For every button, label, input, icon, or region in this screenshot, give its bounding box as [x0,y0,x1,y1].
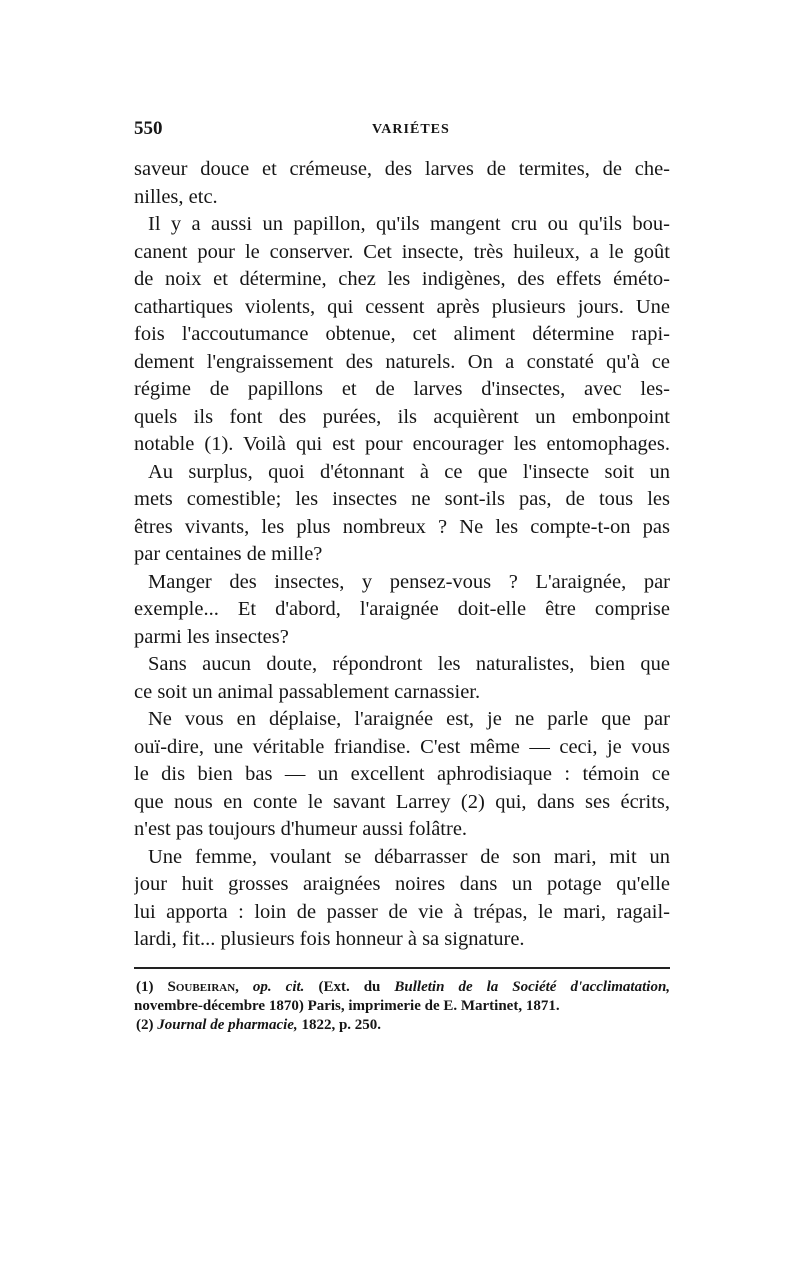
text-line: fois l'accoutumance obtenue, cet aliment détermine rapi- [134,323,670,345]
footnote-1-continuation: novembre-décembre 1870) Paris, imprimerie de E. Martinet, 1871. [134,998,560,1014]
text-line: jour huit grosses araignées noires dans un potage qu'elle [134,873,670,895]
text-line: Ne vous en déplaise, l'araignée est, je ne parle que par [148,708,670,730]
footnote-1-opcit: op. cit. [252,979,305,995]
text-line: saveur douce et crémeuse, des larves de termites, de che- [134,158,670,180]
footnote-1-journal: Bulletin de la Société d'acclimatation, [394,979,670,995]
text-line: Sans aucun doute, répondront les naturalistes, bien que [148,653,670,675]
footnote-2 [134,1016,670,1035]
footnote-1 [134,978,670,997]
text-line: lui apporta : loin de passer de vie à trépas, le mari, ragail- [134,900,670,923]
page-number: 550 [134,118,163,139]
text-line: le dis bien bas — un excellent aphrodisiaque : témoin ce [134,763,670,785]
footnote-divider [134,967,670,969]
text-line: ce soit un animal passablement carnassier. [134,680,481,703]
text-line: êtres vivants, les plus nombreux ? Ne les compte-t-on pas [134,515,670,538]
text-line: ouï-dire, une véritable friandise. C'est même — ceci, je vous [134,735,670,758]
running-title: VARIÉTES [372,122,450,137]
text-line: lardi, fit... plusieurs fois honneur à sa signature. [134,928,525,950]
footnote-2-reference: 1822, p. 250. [301,1017,382,1033]
footnote-2-number: (2) [136,1017,154,1033]
text-line: dement l'engraissement des naturels. On a constaté qu'à ce [134,350,670,373]
text-line: Manger des insectes, y pensez-vous ? L'araignée, par [148,570,670,593]
text-line: régime de papillons et de larves d'insectes, avec les- [134,378,670,400]
text-line: nilles, etc. [134,185,218,208]
footnote-2-journal: Journal de pharmacie, [157,1017,298,1033]
text-line: n'est pas toujours d'humeur aussi folâtre. [134,818,468,840]
footnote-1-ext: (Ext. du [318,979,381,995]
page-header [134,118,670,144]
text-line: exemple... Et d'abord, l'araignée doit-elle être comprise [134,598,670,620]
text-line: de noix et détermine, chez les indigènes, des effets éméto- [134,268,670,290]
text-line: mets comestible; les insectes ne sont-ils pas, de tous les [134,488,670,510]
footnote-1-number: (1) [136,979,154,995]
text-line: cathartiques violents, qui cessent après plusieurs jours. Une [134,295,670,318]
text-line: Il y a aussi un papillon, qu'ils mangent cru ou qu'ils bou- [148,213,670,235]
text-line: que nous en conte le savant Larrey (2) qui, dans ses écrits, [134,790,670,813]
text-line: par centaines de mille? [134,543,323,565]
text-line: quels ils font des purées, ils acquièrent un embonpoint [134,405,670,428]
text-line: Au surplus, quoi d'étonnant à ce que l'insecte soit un [148,460,670,483]
text-line: canent pour le conserver. Cet insecte, très huileux, a le goût [134,240,670,263]
footnotes [134,978,670,1035]
footnote-1-author: Soubeiran, [167,979,239,995]
text-line: notable (1). Voilà qui est pour encourager les entomophages. [134,433,670,455]
text-line: Une femme, voulant se débarrasser de son mari, mit un [148,845,670,868]
body-text [134,156,670,954]
text-line: parmi les insectes? [134,625,289,648]
